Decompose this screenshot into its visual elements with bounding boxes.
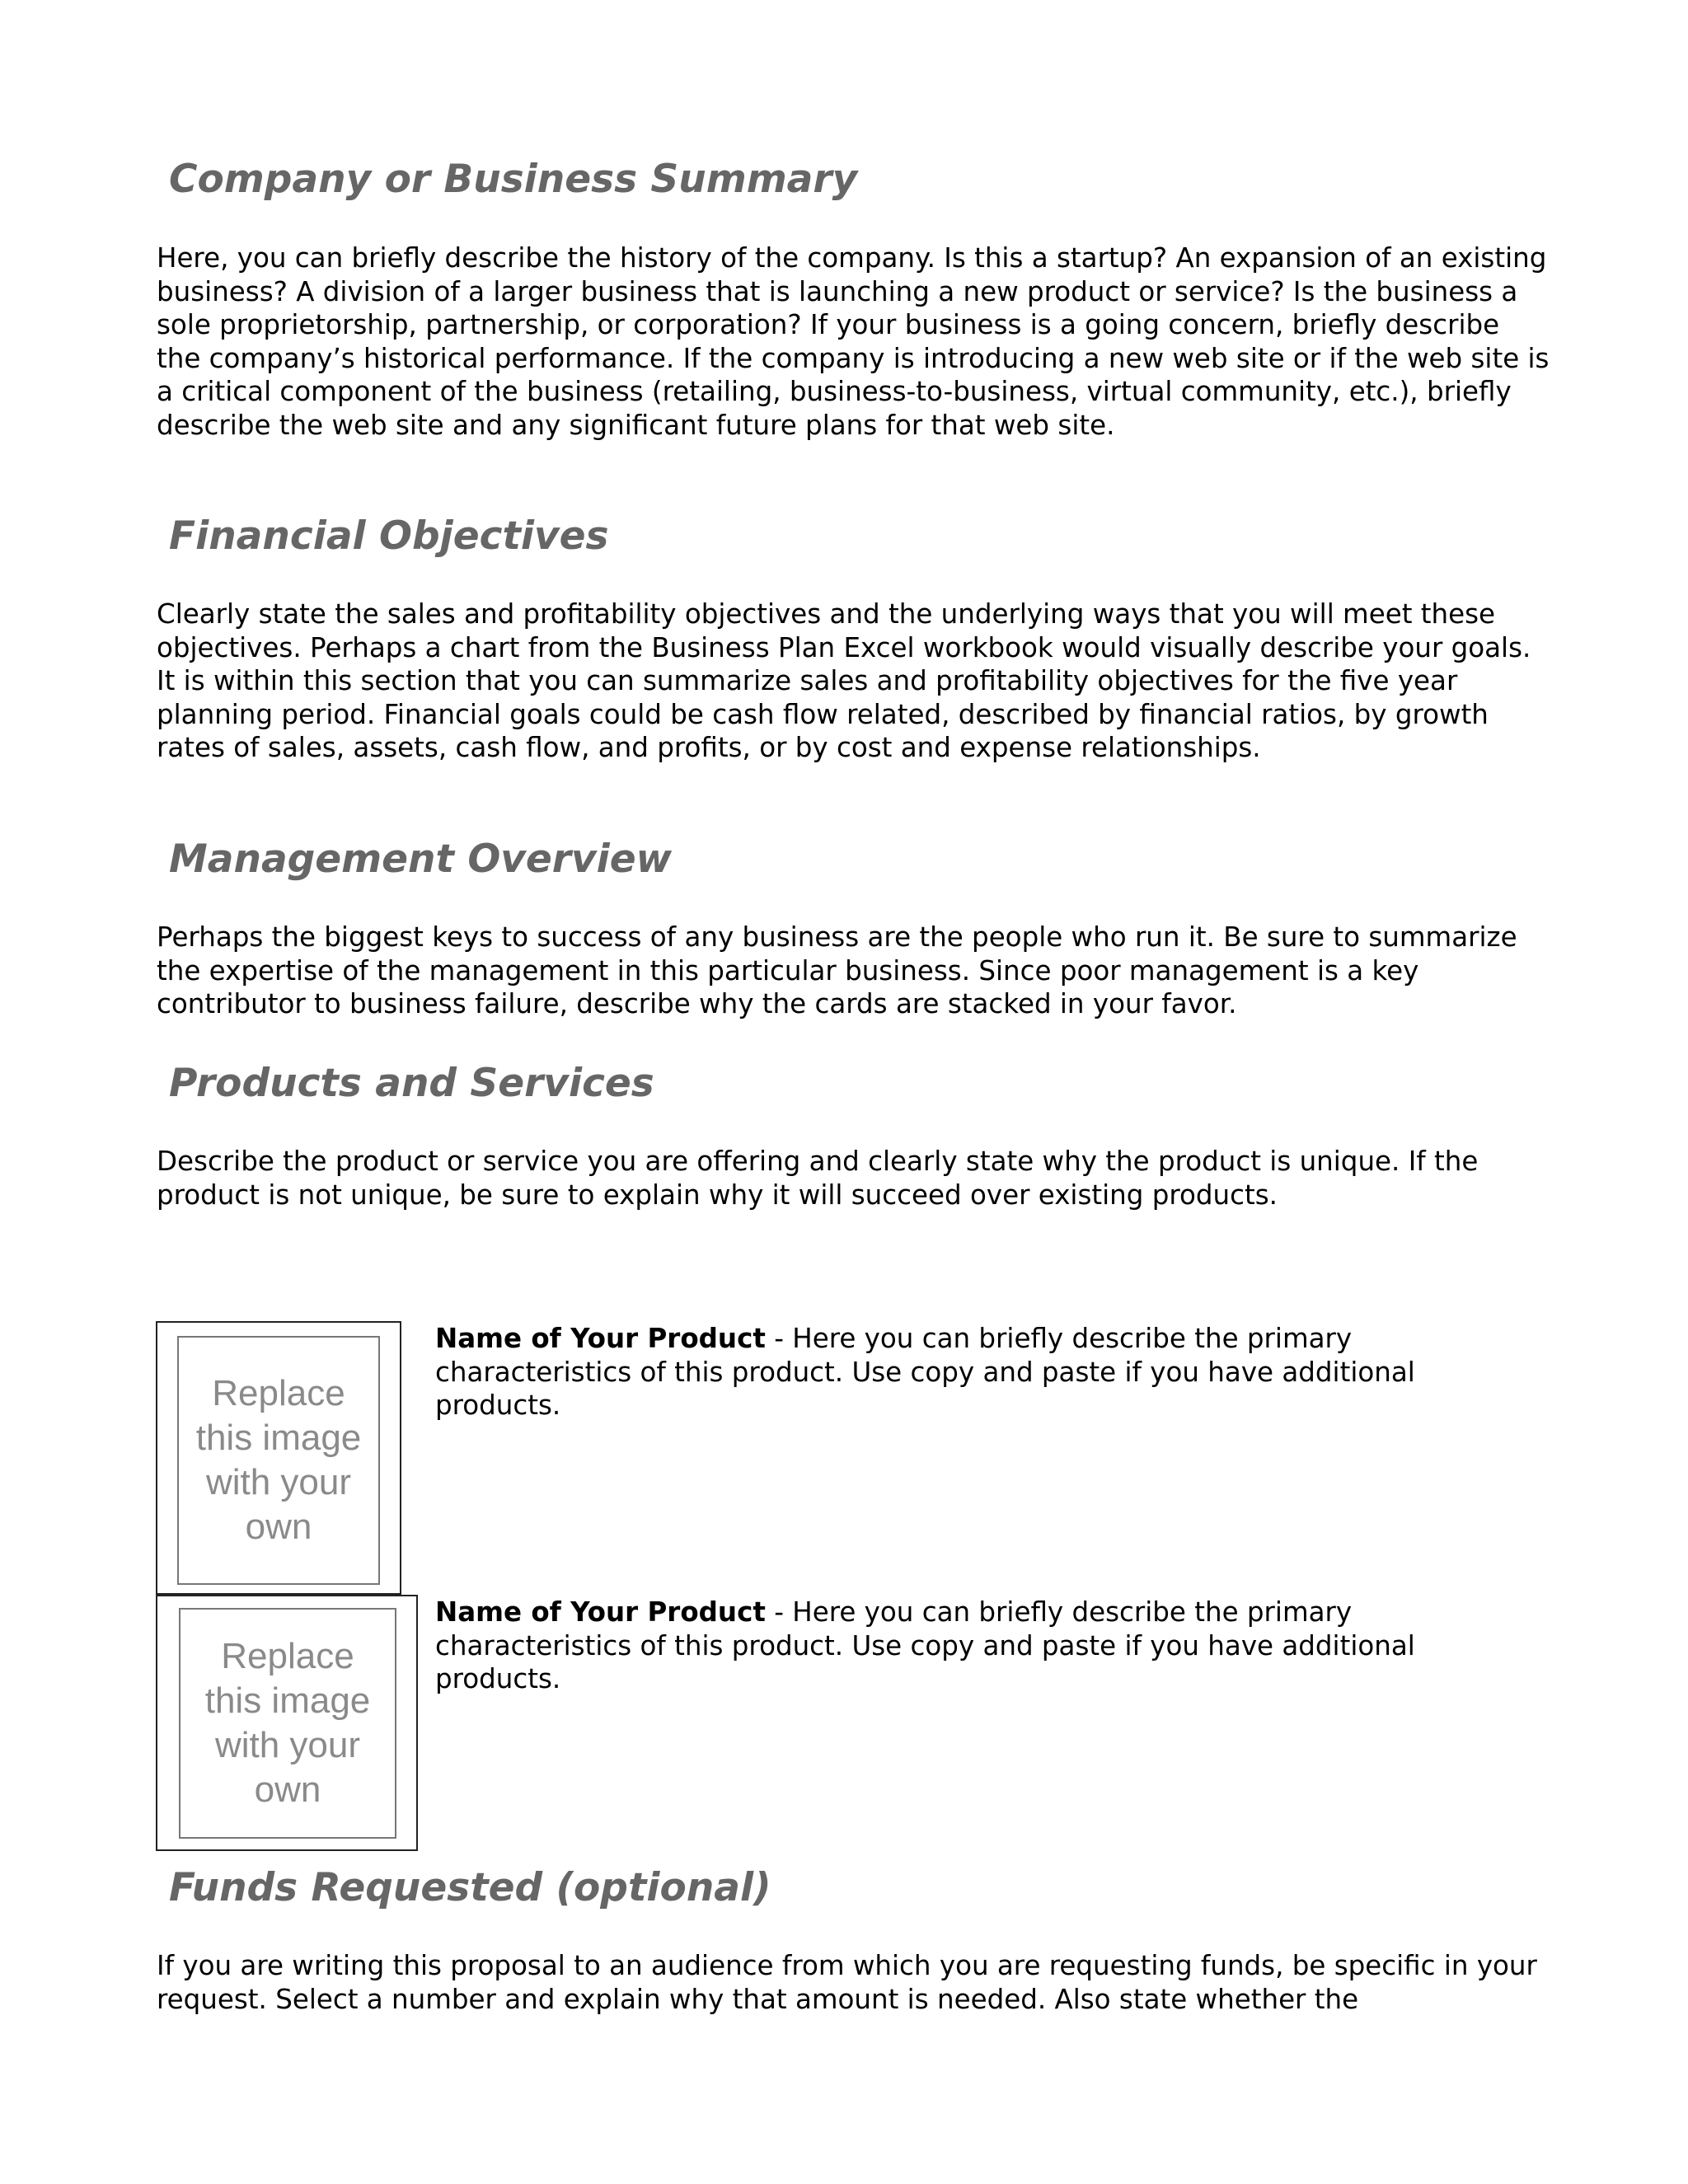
heading-management-overview: Management Overview [169,837,673,882]
heading-company-summary: Company or Business Summary [169,157,858,202]
heading-financial-objectives: Financial Objectives [169,513,609,559]
paragraph-company-summary: Here, you can briefly describe the history of the company. Is this a startup? An expansion of an existing business? A division of a larger business that is launching a new product or service? Is the business a sole proprietorship, partnership, or corporation? If your business is a going concern, briefly describe the company’s historical performance. If the company is introducing a new web site or if the web site is a critical component of the business (retailing, business-to-business, virtual community, etc.), briefly describe the web site and any significant future plans for that web site. [157,242,1550,441]
product-description [435,1322,1424,1422]
product-image-placeholder [156,1321,401,1595]
placeholder-text: Replace this image with your own [204,1636,371,1810]
product-description-text: - Here you can briefly describe the primary characteristics of this product. Use copy and paste if you have additional products. [435,1596,1415,1694]
paragraph-management-overview: Perhaps the biggest keys to success of any business are the people who run it. Be sure to summarize the expertise of the management in this particular business. Since poor management is a key contributor to business failure, describe why the cards are stacked in your favor. [157,921,1517,1019]
paragraph-financial-objectives: Clearly state the sales and profitability objectives and the underlying ways that you will meet these objectives. Perhaps a chart from the Business Plan Excel workbook would visually describe your goals. It is within this section that you can summarize sales and profitability objectives for the five year planning period. Financial goals could be cash flow related, described by financial ratios, by growth rates of sales, assets, cash flow, and profits, or by cost and expense relationships. [157,598,1531,763]
product-description-text: - Here you can briefly describe the primary characteristics of this product. Use copy and paste if you have additional products. [435,1323,1415,1421]
product-image-frame [179,1608,396,1839]
product-name: Name of Your Product [435,1596,766,1628]
heading-products-services: Products and Services [169,1061,654,1106]
heading-funds-requested: Funds Requested (optional) [169,1865,771,1910]
paragraph-funds-requested: If you are writing this proposal to an audience from which you are requesting funds, be specific in your request. Select a number and explain why that amount is needed. Also state whether the [157,1950,1537,2015]
product-image-frame [177,1336,380,1585]
paragraph-products-services: Describe the product or service you are offering and clearly state why the product is unique. If the product is not unique, be sure to explain why it will succeed over existing products. [157,1146,1479,1211]
product-image-placeholder [156,1595,418,1851]
product-description [435,1596,1424,1696]
placeholder-text: Replace this image with your own [195,1373,362,1547]
product-name: Name of Your Product [435,1323,766,1354]
